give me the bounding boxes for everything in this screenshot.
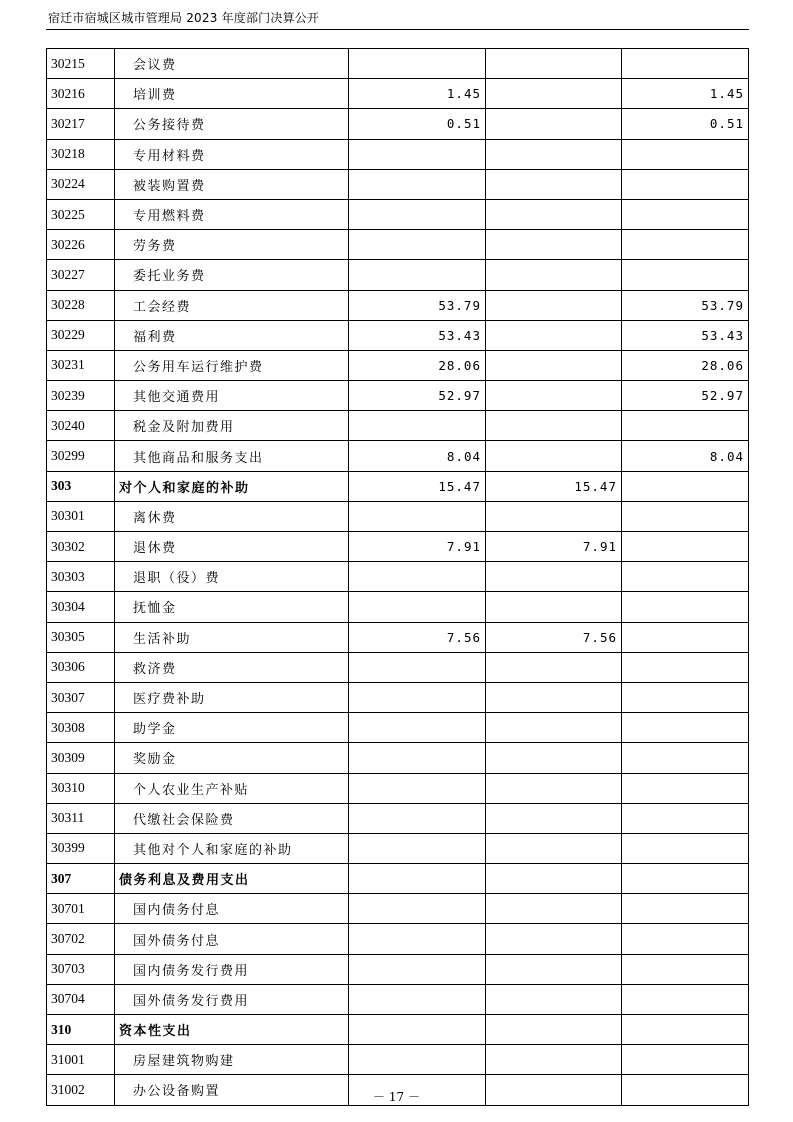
table-row bbox=[47, 803, 749, 833]
economic-code-cell: 30306 bbox=[47, 652, 115, 682]
basic-expenditure-cell bbox=[486, 290, 622, 320]
item-name-cell: 资本性支出 bbox=[115, 1015, 349, 1045]
table-row bbox=[47, 49, 749, 79]
basic-expenditure-cell bbox=[486, 260, 622, 290]
economic-code-cell: 30217 bbox=[47, 109, 115, 139]
total-amount-cell: 7.56 bbox=[349, 622, 486, 652]
project-expenditure-cell bbox=[622, 1045, 749, 1075]
economic-code-cell: 30311 bbox=[47, 803, 115, 833]
expenditure-table-body bbox=[47, 49, 749, 1106]
total-amount-cell bbox=[349, 1015, 486, 1045]
basic-expenditure-cell bbox=[486, 803, 622, 833]
project-expenditure-cell: 28.06 bbox=[622, 350, 749, 380]
economic-code-cell: 30303 bbox=[47, 562, 115, 592]
item-name-cell: 专用燃料费 bbox=[115, 199, 349, 229]
project-expenditure-cell bbox=[622, 471, 749, 501]
project-expenditure-cell bbox=[622, 833, 749, 863]
project-expenditure-cell: 1.45 bbox=[622, 79, 749, 109]
table-row bbox=[47, 652, 749, 682]
total-amount-cell bbox=[349, 411, 486, 441]
header-divider bbox=[46, 29, 749, 30]
economic-code-cell: 30227 bbox=[47, 260, 115, 290]
basic-expenditure-cell bbox=[486, 411, 622, 441]
table-row bbox=[47, 411, 749, 441]
table-row bbox=[47, 984, 749, 1014]
project-expenditure-cell bbox=[622, 954, 749, 984]
economic-code-cell: 30216 bbox=[47, 79, 115, 109]
total-amount-cell: 15.47 bbox=[349, 471, 486, 501]
table-row bbox=[47, 833, 749, 863]
project-expenditure-cell bbox=[622, 199, 749, 229]
total-amount-cell: 28.06 bbox=[349, 350, 486, 380]
basic-expenditure-cell bbox=[486, 320, 622, 350]
item-name-cell: 债务利息及费用支出 bbox=[115, 864, 349, 894]
table-row bbox=[47, 743, 749, 773]
economic-code-cell: 30301 bbox=[47, 501, 115, 531]
economic-code-cell: 30703 bbox=[47, 954, 115, 984]
item-name-cell: 工会经费 bbox=[115, 290, 349, 320]
table-row bbox=[47, 79, 749, 109]
project-expenditure-cell bbox=[622, 49, 749, 79]
economic-code-cell: 307 bbox=[47, 864, 115, 894]
project-expenditure-cell bbox=[622, 682, 749, 712]
basic-expenditure-cell bbox=[486, 773, 622, 803]
table-row bbox=[47, 230, 749, 260]
economic-code-cell: 30231 bbox=[47, 350, 115, 380]
item-name-cell: 税金及附加费用 bbox=[115, 411, 349, 441]
table-row bbox=[47, 713, 749, 743]
item-name-cell: 退职（役）费 bbox=[115, 562, 349, 592]
economic-code-cell: 30304 bbox=[47, 592, 115, 622]
item-name-cell: 助学金 bbox=[115, 713, 349, 743]
project-expenditure-cell bbox=[622, 139, 749, 169]
project-expenditure-cell bbox=[622, 260, 749, 290]
item-name-cell: 其他商品和服务支出 bbox=[115, 441, 349, 471]
item-name-cell: 公务接待费 bbox=[115, 109, 349, 139]
table-row bbox=[47, 532, 749, 562]
project-expenditure-cell bbox=[622, 411, 749, 441]
item-name-cell: 生活补助 bbox=[115, 622, 349, 652]
table-row bbox=[47, 441, 749, 471]
table-row bbox=[47, 954, 749, 984]
table-row bbox=[47, 381, 749, 411]
total-amount-cell bbox=[349, 682, 486, 712]
economic-code-cell: 30302 bbox=[47, 532, 115, 562]
economic-code-cell: 30704 bbox=[47, 984, 115, 1014]
basic-expenditure-cell: 15.47 bbox=[486, 471, 622, 501]
economic-code-cell: 31002 bbox=[47, 1075, 115, 1105]
economic-code-cell: 30702 bbox=[47, 924, 115, 954]
project-expenditure-cell: 53.79 bbox=[622, 290, 749, 320]
project-expenditure-cell bbox=[622, 803, 749, 833]
economic-code-cell: 30224 bbox=[47, 169, 115, 199]
economic-code-cell: 30239 bbox=[47, 381, 115, 411]
total-amount-cell: 1.45 bbox=[349, 79, 486, 109]
basic-expenditure-cell bbox=[486, 713, 622, 743]
item-name-cell: 劳务费 bbox=[115, 230, 349, 260]
table-row bbox=[47, 864, 749, 894]
item-name-cell: 救济费 bbox=[115, 652, 349, 682]
economic-code-cell: 30310 bbox=[47, 773, 115, 803]
total-amount-cell bbox=[349, 773, 486, 803]
total-amount-cell bbox=[349, 49, 486, 79]
project-expenditure-cell bbox=[622, 501, 749, 531]
page-number: － 17 － bbox=[373, 1090, 420, 1104]
table-row bbox=[47, 139, 749, 169]
project-expenditure-cell bbox=[622, 622, 749, 652]
basic-expenditure-cell bbox=[486, 79, 622, 109]
project-expenditure-cell bbox=[622, 230, 749, 260]
total-amount-cell bbox=[349, 260, 486, 290]
item-name-cell: 代缴社会保险费 bbox=[115, 803, 349, 833]
table-row bbox=[47, 924, 749, 954]
economic-code-cell: 303 bbox=[47, 471, 115, 501]
total-amount-cell: 0.51 bbox=[349, 109, 486, 139]
item-name-cell: 培训费 bbox=[115, 79, 349, 109]
total-amount-cell bbox=[349, 652, 486, 682]
item-name-cell: 会议费 bbox=[115, 49, 349, 79]
project-expenditure-cell bbox=[622, 743, 749, 773]
table-row bbox=[47, 682, 749, 712]
economic-code-cell: 31001 bbox=[47, 1045, 115, 1075]
basic-expenditure-cell bbox=[486, 109, 622, 139]
expenditure-table bbox=[46, 48, 749, 1106]
project-expenditure-cell: 8.04 bbox=[622, 441, 749, 471]
project-expenditure-cell bbox=[622, 864, 749, 894]
item-name-cell: 国内债务付息 bbox=[115, 894, 349, 924]
basic-expenditure-cell bbox=[486, 954, 622, 984]
basic-expenditure-cell bbox=[486, 230, 622, 260]
table-row bbox=[47, 290, 749, 320]
basic-expenditure-cell bbox=[486, 562, 622, 592]
table-row bbox=[47, 1045, 749, 1075]
basic-expenditure-cell bbox=[486, 1045, 622, 1075]
item-name-cell: 对个人和家庭的补助 bbox=[115, 471, 349, 501]
economic-code-cell: 30240 bbox=[47, 411, 115, 441]
table-row bbox=[47, 622, 749, 652]
economic-code-cell: 30399 bbox=[47, 833, 115, 863]
item-name-cell: 奖励金 bbox=[115, 743, 349, 773]
table-row bbox=[47, 260, 749, 290]
item-name-cell: 医疗费补助 bbox=[115, 682, 349, 712]
total-amount-cell bbox=[349, 501, 486, 531]
total-amount-cell bbox=[349, 199, 486, 229]
table-row bbox=[47, 501, 749, 531]
total-amount-cell: 7.91 bbox=[349, 532, 486, 562]
item-name-cell: 被装购置费 bbox=[115, 169, 349, 199]
total-amount-cell bbox=[349, 1045, 486, 1075]
economic-code-cell: 30309 bbox=[47, 743, 115, 773]
basic-expenditure-cell bbox=[486, 501, 622, 531]
table-row bbox=[47, 894, 749, 924]
total-amount-cell bbox=[349, 864, 486, 894]
project-expenditure-cell bbox=[622, 562, 749, 592]
project-expenditure-cell: 53.43 bbox=[622, 320, 749, 350]
basic-expenditure-cell bbox=[486, 743, 622, 773]
basic-expenditure-cell bbox=[486, 894, 622, 924]
total-amount-cell: 53.43 bbox=[349, 320, 486, 350]
item-name-cell: 退休费 bbox=[115, 532, 349, 562]
economic-code-cell: 30218 bbox=[47, 139, 115, 169]
table-row bbox=[47, 350, 749, 380]
basic-expenditure-cell bbox=[486, 682, 622, 712]
project-expenditure-cell bbox=[622, 773, 749, 803]
total-amount-cell: 53.79 bbox=[349, 290, 486, 320]
economic-code-cell: 30299 bbox=[47, 441, 115, 471]
total-amount-cell bbox=[349, 924, 486, 954]
item-name-cell: 专用材料费 bbox=[115, 139, 349, 169]
item-name-cell: 国外债务发行费用 bbox=[115, 984, 349, 1014]
basic-expenditure-cell bbox=[486, 984, 622, 1014]
table-row bbox=[47, 471, 749, 501]
project-expenditure-cell bbox=[622, 713, 749, 743]
item-name-cell: 个人农业生产补贴 bbox=[115, 773, 349, 803]
item-name-cell: 房屋建筑物购建 bbox=[115, 1045, 349, 1075]
economic-code-cell: 30228 bbox=[47, 290, 115, 320]
project-expenditure-cell bbox=[622, 894, 749, 924]
basic-expenditure-cell bbox=[486, 49, 622, 79]
basic-expenditure-cell bbox=[486, 864, 622, 894]
total-amount-cell: 52.97 bbox=[349, 381, 486, 411]
total-amount-cell bbox=[349, 833, 486, 863]
table-row bbox=[47, 562, 749, 592]
total-amount-cell bbox=[349, 230, 486, 260]
project-expenditure-cell bbox=[622, 924, 749, 954]
project-expenditure-cell: 52.97 bbox=[622, 381, 749, 411]
economic-code-cell: 310 bbox=[47, 1015, 115, 1045]
total-amount-cell bbox=[349, 592, 486, 622]
item-name-cell: 离休费 bbox=[115, 501, 349, 531]
table-row bbox=[47, 320, 749, 350]
total-amount-cell bbox=[349, 743, 486, 773]
total-amount-cell bbox=[349, 803, 486, 833]
basic-expenditure-cell bbox=[486, 592, 622, 622]
table-row bbox=[47, 169, 749, 199]
basic-expenditure-cell bbox=[486, 833, 622, 863]
item-name-cell: 其他对个人和家庭的补助 bbox=[115, 833, 349, 863]
item-name-cell: 抚恤金 bbox=[115, 592, 349, 622]
economic-code-cell: 30226 bbox=[47, 230, 115, 260]
total-amount-cell bbox=[349, 169, 486, 199]
item-name-cell: 公务用车运行维护费 bbox=[115, 350, 349, 380]
total-amount-cell bbox=[349, 713, 486, 743]
basic-expenditure-cell bbox=[486, 169, 622, 199]
basic-expenditure-cell bbox=[486, 381, 622, 411]
basic-expenditure-cell bbox=[486, 441, 622, 471]
project-expenditure-cell: 0.51 bbox=[622, 109, 749, 139]
project-expenditure-cell bbox=[622, 1015, 749, 1045]
project-expenditure-cell bbox=[622, 652, 749, 682]
item-name-cell: 国内债务发行费用 bbox=[115, 954, 349, 984]
total-amount-cell bbox=[349, 954, 486, 984]
table-row bbox=[47, 1015, 749, 1045]
economic-code-cell: 30215 bbox=[47, 49, 115, 79]
project-expenditure-cell bbox=[622, 592, 749, 622]
item-name-cell: 福利费 bbox=[115, 320, 349, 350]
economic-code-cell: 30229 bbox=[47, 320, 115, 350]
total-amount-cell bbox=[349, 984, 486, 1014]
item-name-cell: 国外债务付息 bbox=[115, 924, 349, 954]
basic-expenditure-cell bbox=[486, 350, 622, 380]
total-amount-cell bbox=[349, 894, 486, 924]
item-name-cell: 其他交通费用 bbox=[115, 381, 349, 411]
basic-expenditure-cell: 7.56 bbox=[486, 622, 622, 652]
basic-expenditure-cell bbox=[486, 1015, 622, 1045]
project-expenditure-cell bbox=[622, 532, 749, 562]
economic-code-cell: 30305 bbox=[47, 622, 115, 652]
project-expenditure-cell bbox=[622, 984, 749, 1014]
table-row bbox=[47, 592, 749, 622]
project-expenditure-cell bbox=[622, 169, 749, 199]
basic-expenditure-cell bbox=[486, 924, 622, 954]
table-row bbox=[47, 773, 749, 803]
economic-code-cell: 30307 bbox=[47, 682, 115, 712]
total-amount-cell bbox=[349, 562, 486, 592]
page-header-title: 宿迁市宿城区城市管理局 2023 年度部门决算公开 bbox=[48, 11, 320, 25]
economic-code-cell: 30701 bbox=[47, 894, 115, 924]
economic-code-cell: 30308 bbox=[47, 713, 115, 743]
basic-expenditure-cell bbox=[486, 139, 622, 169]
basic-expenditure-cell: 7.91 bbox=[486, 532, 622, 562]
total-amount-cell: 8.04 bbox=[349, 441, 486, 471]
basic-expenditure-cell bbox=[486, 199, 622, 229]
total-amount-cell bbox=[349, 139, 486, 169]
economic-code-cell: 30225 bbox=[47, 199, 115, 229]
table-row bbox=[47, 199, 749, 229]
item-name-cell: 办公设备购置 bbox=[115, 1075, 349, 1105]
item-name-cell: 委托业务费 bbox=[115, 260, 349, 290]
table-row bbox=[47, 109, 749, 139]
basic-expenditure-cell bbox=[486, 652, 622, 682]
